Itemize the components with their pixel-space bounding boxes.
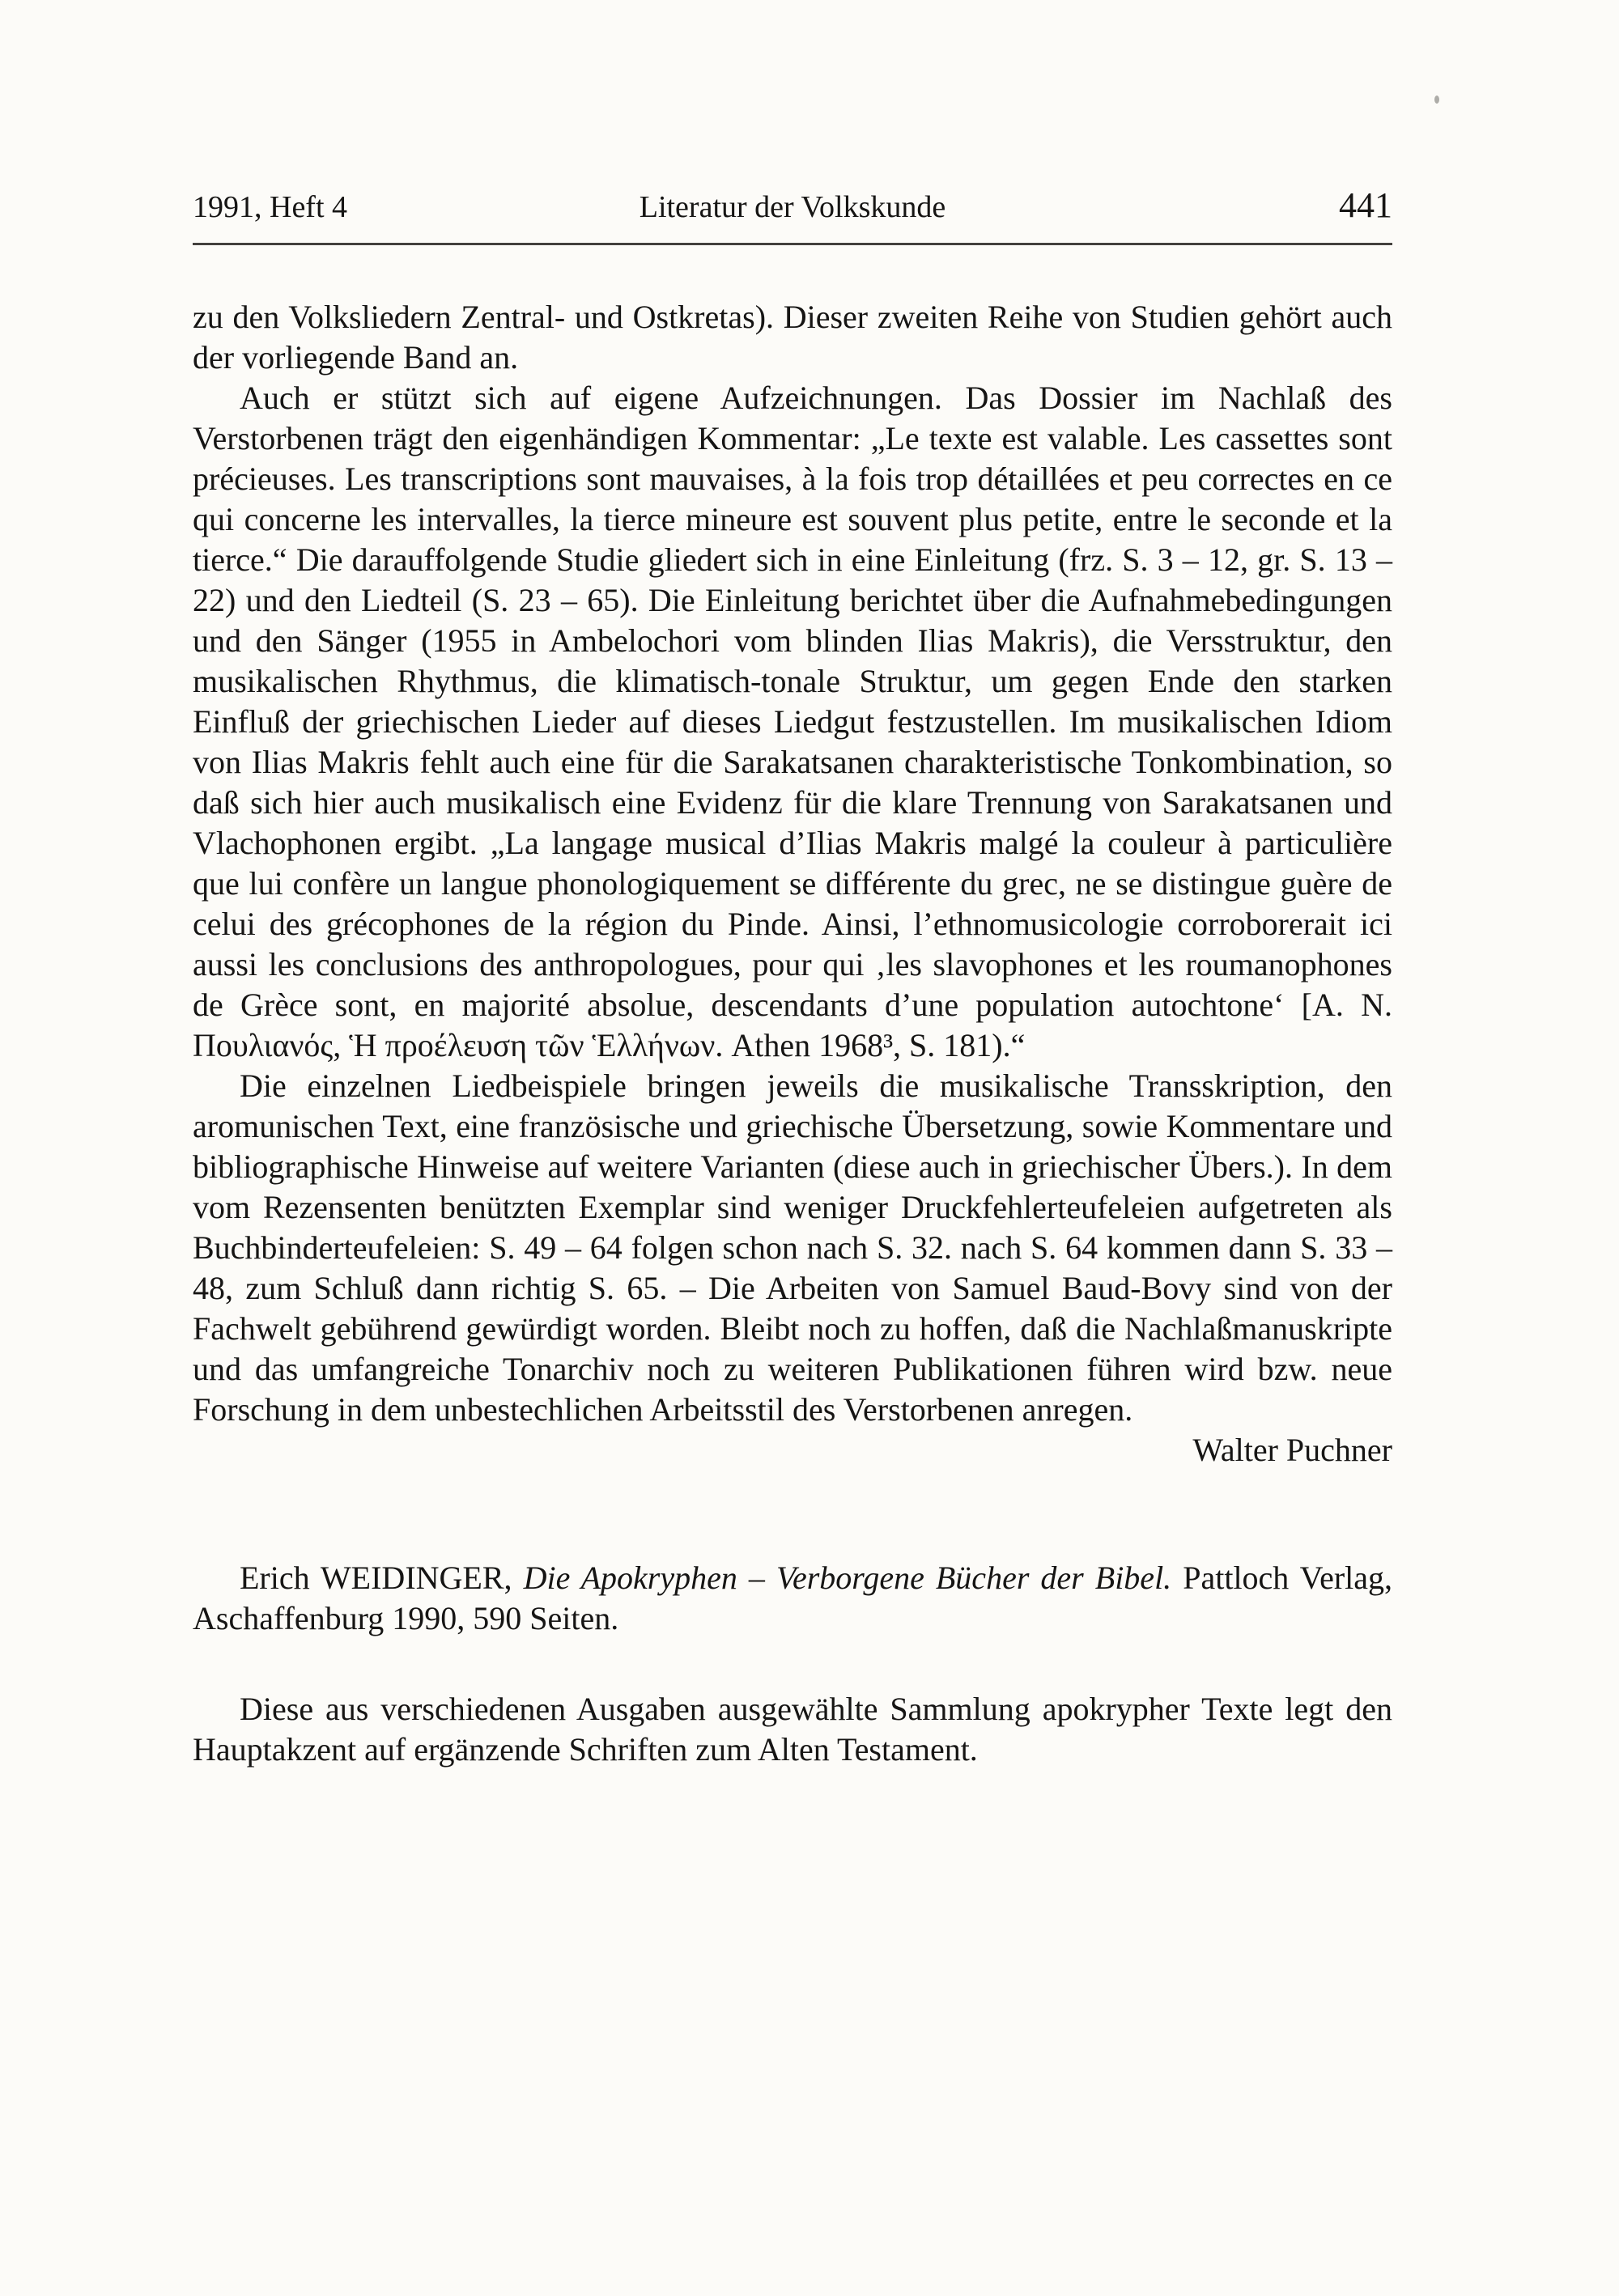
header-journal-section-title: Literatur der Volkskunde xyxy=(639,190,946,224)
book-reference xyxy=(193,1558,1392,1639)
paragraph-review-conclusion: Die einzelnen Liedbeispiele bringen jeweils die musikalische Transskription, den aromunischen Text, eine französische und griechische Übersetzung, sowie Kommentare und bibliographische Hinweise auf weitere Varianten (diese auch in griechischer Übers.). In dem vom Rezensenten benützten Exemplar sind weniger Druckfehlerteufeleien aufgetreten als Buchbinderteufeleien: S. 49 – 64 folgen schon nach S. 32. nach S. 64 kommen dann S. 33 – 48, zum Schluß dann richtig S. 65. – Die Arbeiten von Samuel Baud-Bovy sind von der Fachwelt gebührend gewürdigt worden. Bleibt noch zu hoffen, daß die Nachlaßmanuskripte und das umfangreiche Tonarchiv noch zu weiteren Publikationen führen wird bzw. neue Forschung in dem unbestechlichen Arbeitsstil des Verstorbenen anregen. xyxy=(193,1067,1392,1428)
scan-artifact xyxy=(1434,95,1439,104)
paragraph-continuation: zu den Volksliedern Zentral- und Ostkretas). Dieser zweiten Reihe von Studien gehört auch der vorliegende Band an. xyxy=(193,299,1392,376)
review-body xyxy=(193,297,1392,1770)
page-content xyxy=(193,186,1392,1770)
header-rule xyxy=(193,243,1392,245)
book-author: Erich WEIDINGER, xyxy=(240,1560,524,1596)
book-title: Die Apokryphen – Verborgene Bücher der Bibel. xyxy=(523,1560,1172,1596)
page-header xyxy=(193,186,1392,227)
book-publisher: Pattloch Verlag, Aschaffenburg 1990, 590 Seiten. xyxy=(193,1560,1393,1636)
header-issue-label: 1991, Heft 4 xyxy=(193,190,348,224)
reviewer-signature: Walter Puchner xyxy=(1192,1432,1392,1468)
header-page-number: 441 xyxy=(1339,185,1392,225)
paragraph-review-main: Auch er stützt sich auf eigene Aufzeichnungen. Das Dossier im Nachlaß des Verstorbenen trägt den eigenhändigen Kommentar: „Le texte est valable. Les cassettes sont précieuses. Les transcriptions sont mauvaises, à la fois trop détaillées et peu correctes en ce qui concerne les intervalles, la tierce mineure est souvent plus petite, entre le seconde et la tierce.“ Die darauffolgende Studie gliedert sich in eine Einleitung (frz. S. 3 – 12, gr. S. 13 – 22) und den Liedteil (S. 23 – 65). Die Einleitung berichtet über die Aufnahmebedingungen und den Sänger (1955 in Ambelochori vom blinden Ilias Makris), die Versstruktur, den musikalischen Rhythmus, die klimatisch-tonale Struktur, um gegen Ende den starken Einfluß der griechischen Lieder auf dieses Liedgut festzustellen. Im musikalischen Idiom von Ilias Makris fehlt auch eine für die Sarakatsanen charakteristische Tonkombination, so daß sich hier auch musikalisch eine Evidenz für die klare Trennung von Sarakatsanen und Vlachophonen ergibt. „La langage musical d’Ilias Makris malgé la couleur à particulière que lui confère un langue phonologiquement se différente du grec, ne se distingue guère de celui des grécophones de la région du Pinde. Ainsi, l’ethnomusicologie corroborerait ici aussi les conclusions des anthropologues, pour qui ‚les slavophones et les roumanophones de Grèce sont, en majorité absolue, descendants d’une population autochtone‘ [A. N. Πουλιανός, Ἡ προέλευση τῶν Ἑλλήνων. Athen 1968³, S. 181).“ xyxy=(193,380,1392,1063)
paragraph-next-review-intro: Diese aus verschiedenen Ausgaben ausgewählte Sammlung apokrypher Texte legt den Hauptakzent auf ergänzende Schriften zum Alten Testament. xyxy=(193,1691,1392,1768)
